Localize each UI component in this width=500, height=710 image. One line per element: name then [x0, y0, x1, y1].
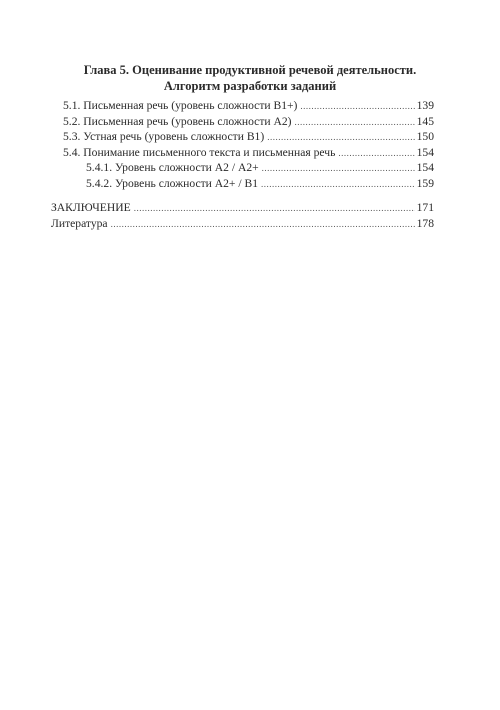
toc-entry-label: 5.4.1. Уровень сложности А2 / А2+	[86, 161, 259, 174]
toc-dot-leader	[262, 161, 415, 177]
toc-page-number: 139	[416, 99, 434, 112]
toc-dot-leader	[295, 115, 415, 131]
toc-entry-label: 5.4.2. Уровень сложности А2+ / В1	[86, 176, 259, 190]
toc-dot-leader	[338, 146, 414, 162]
toc-entry-label: ЗАКЛЮЧЕНИЕ	[51, 201, 131, 214]
toc-page-number: 145	[416, 114, 434, 128]
toc-entry-5-4-2[interactable]	[51, 176, 434, 192]
toc-page-number: 154	[416, 145, 434, 159]
toc-entry-label: 5.3. Устная речь (уровень сложности В1)	[63, 130, 265, 143]
toc-entry-label: 5.4. Понимание письменного текста и письменная речь	[63, 145, 336, 159]
toc-entry-conclusion[interactable]	[51, 200, 434, 216]
toc-dot-leader	[267, 130, 414, 146]
toc-entry-label: 5.1. Письменная речь (уровень сложности В1+)	[63, 99, 298, 112]
toc-dot-leader	[300, 99, 414, 115]
toc-entry-label: Литература	[51, 216, 108, 230]
toc-entry-5-3[interactable]	[51, 129, 434, 145]
toc-entry-label: 5.2. Письменная речь (уровень сложности А2)	[63, 114, 292, 128]
toc-page-number: 171	[416, 201, 434, 214]
toc-page-number: 178	[416, 216, 434, 230]
toc-entry-5-1[interactable]	[51, 98, 434, 114]
chapter-title-line-1: Глава 5. Оценивание продуктивной речевой деятельности.	[83, 63, 417, 77]
toc-entry-5-4[interactable]	[51, 145, 434, 161]
toc-page-number: 159	[416, 176, 434, 190]
toc-entry-5-2[interactable]	[51, 114, 434, 130]
toc-entry-5-4-1[interactable]	[51, 160, 434, 176]
toc-page-number: 154	[416, 161, 434, 174]
toc-dot-leader	[134, 201, 415, 217]
toc-page-number: 150	[416, 130, 434, 143]
toc-dot-leader	[111, 217, 415, 233]
toc-entry-literature[interactable]	[51, 216, 434, 232]
toc-dot-leader	[261, 177, 415, 193]
table-of-contents	[51, 98, 434, 231]
chapter-title-line-2: Алгоритм разработки заданий	[163, 79, 337, 93]
